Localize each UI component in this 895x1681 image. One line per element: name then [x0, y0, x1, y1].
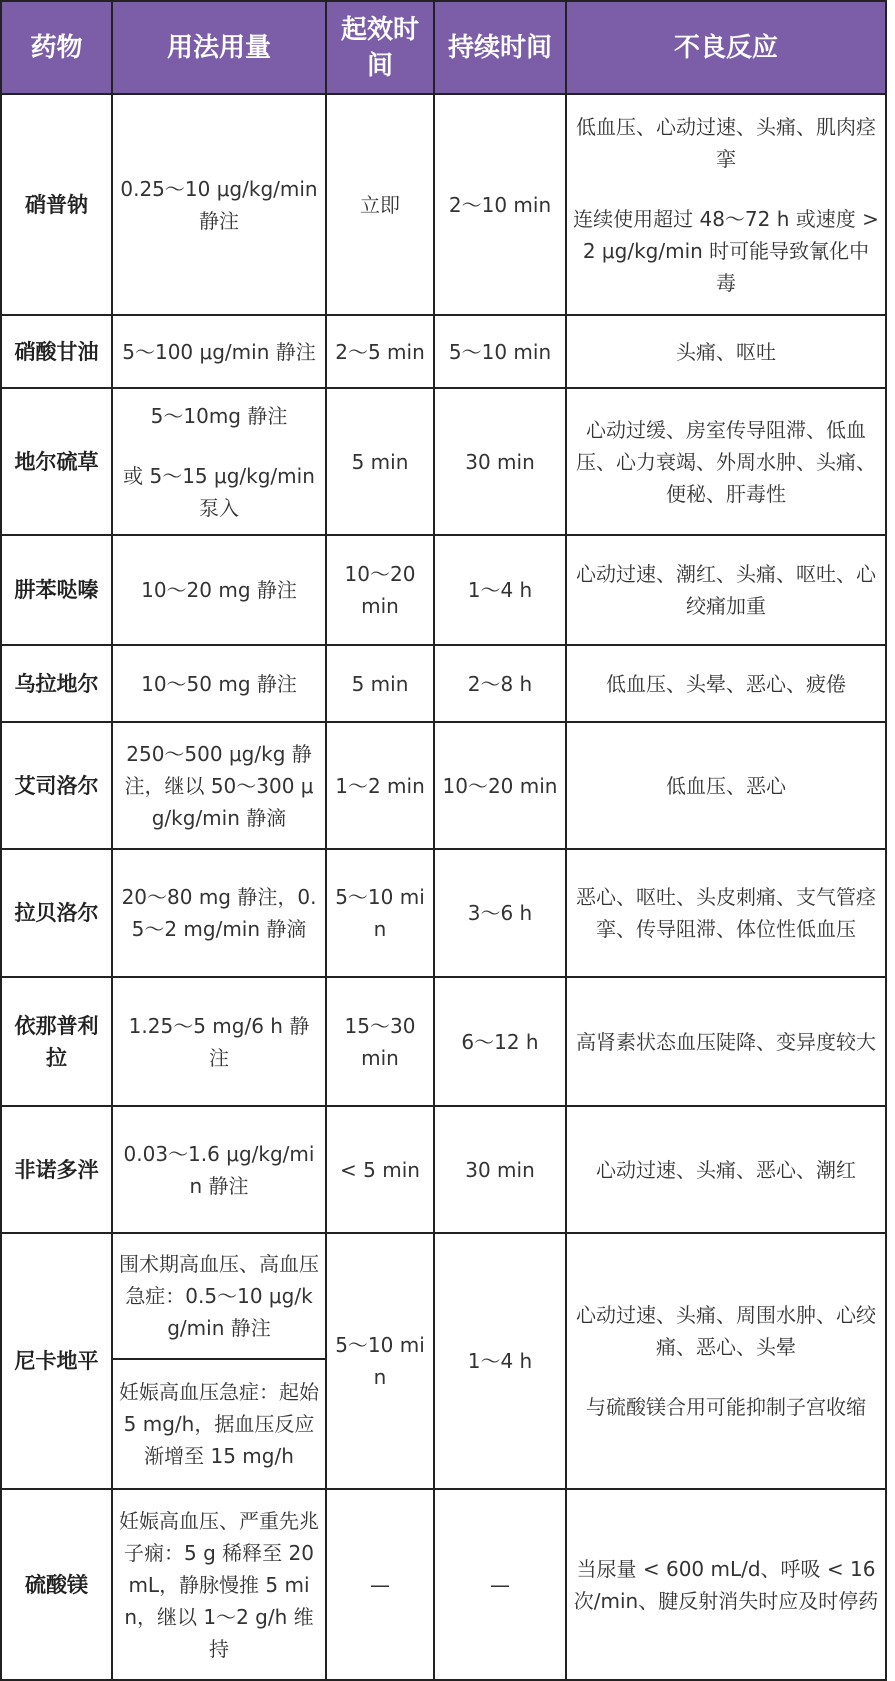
dose-subcell: 围术期高血压、高血压急症：0.5～10 μg/kg/min 静注 — [113, 1234, 325, 1360]
row-duration: 1～4 h — [435, 536, 567, 646]
row-dose — [113, 1234, 327, 1490]
row-adverse: 高肾素状态血压陡降、变异度较大 — [567, 978, 887, 1107]
row-duration: 5～10 min — [435, 316, 567, 389]
row-onset: 5～10 min — [327, 850, 435, 978]
row-adverse — [567, 1234, 887, 1490]
row-dose: 0.25～10 μg/kg/min 静注 — [113, 95, 327, 316]
row-onset: 5 min — [327, 646, 435, 723]
row-drug: 非诺多泮 — [2, 1107, 113, 1234]
row-dose: 10～50 mg 静注 — [113, 646, 327, 723]
row-dose: 5～100 μg/min 静注 — [113, 316, 327, 389]
row-dose: 10～20 mg 静注 — [113, 536, 327, 646]
row-dose: 250～500 μg/kg 静注，继以 50～300 μg/kg/min 静滴 — [113, 723, 327, 850]
adverse-text: 心动过速、头痛、周围水肿、心绞痛、恶心、头晕 — [576, 1303, 876, 1359]
row-onset: — — [327, 1490, 435, 1681]
row-drug: 硝普钠 — [2, 95, 113, 316]
row-duration: 3～6 h — [435, 850, 567, 978]
header-dose: 用法用量 — [113, 2, 327, 95]
row-duration: 2～8 h — [435, 646, 567, 723]
row-adverse: 低血压、头晕、恶心、疲倦 — [567, 646, 887, 723]
row-adverse: 心动过速、潮红、头痛、呕吐、心绞痛加重 — [567, 536, 887, 646]
header-drug: 药物 — [2, 2, 113, 95]
row-onset: 立即 — [327, 95, 435, 316]
dose-text: 5～10mg 静注 — [150, 403, 288, 428]
adverse-text: 与硫酸镁合用可能抑制子宫收缩 — [586, 1395, 866, 1419]
row-dose: 0.03～1.6 μg/kg/min 静注 — [113, 1107, 327, 1234]
header-onset: 起效时间 — [327, 2, 435, 95]
row-duration: 1～4 h — [435, 1234, 567, 1490]
row-onset: 5 min — [327, 389, 435, 536]
row-drug: 乌拉地尔 — [2, 646, 113, 723]
row-adverse: 心动过速、头痛、恶心、潮红 — [567, 1107, 887, 1234]
row-dose: 20～80 mg 静注，0.5～2 mg/min 静滴 — [113, 850, 327, 978]
row-drug: 尼卡地平 — [2, 1234, 113, 1490]
row-adverse: 心动过缓、房室传导阻滞、低血压、心力衰竭、外周水肿、头痛、便秘、肝毒性 — [567, 389, 887, 536]
row-dose — [113, 389, 327, 536]
row-adverse: 当尿量 < 600 mL/d、呼吸 < 16 次/min、腱反射消失时应及时停药 — [567, 1490, 887, 1681]
row-drug: 硫酸镁 — [2, 1490, 113, 1681]
row-onset: < 5 min — [327, 1107, 435, 1234]
row-drug: 依那普利拉 — [2, 978, 113, 1107]
row-onset: 1～2 min — [327, 723, 435, 850]
row-drug: 地尔硫草 — [2, 389, 113, 536]
row-adverse: 恶心、呕吐、头皮刺痛、支气管痉挛、传导阻滞、体位性低血压 — [567, 850, 887, 978]
row-adverse — [567, 95, 887, 316]
adverse-text: 连续使用超过 48～72 h 或速度 > 2 μg/kg/min 时可能导致氰化中毒 — [573, 206, 879, 295]
row-drug: 艾司洛尔 — [2, 723, 113, 850]
row-duration: 30 min — [435, 1107, 567, 1234]
row-duration: 6～12 h — [435, 978, 567, 1107]
row-drug: 拉贝洛尔 — [2, 850, 113, 978]
row-dose: 1.25～5 mg/6 h 静注 — [113, 978, 327, 1107]
row-drug: 硝酸甘油 — [2, 316, 113, 389]
row-drug: 肼苯哒嗪 — [2, 536, 113, 646]
row-onset: 15～30 min — [327, 978, 435, 1107]
header-duration: 持续时间 — [435, 2, 567, 95]
row-duration: — — [435, 1490, 567, 1681]
header-adverse: 不良反应 — [567, 2, 887, 95]
row-adverse: 低血压、恶心 — [567, 723, 887, 850]
dose-text: 或 5～15 μg/kg/min 泵入 — [123, 463, 315, 520]
row-duration: 10～20 min — [435, 723, 567, 850]
dose-subcell: 妊娠高血压急症：起始 5 mg/h，据血压反应渐增至 15 mg/h — [119, 1380, 319, 1468]
row-onset: 5～10 min — [327, 1234, 435, 1490]
row-duration: 2～10 min — [435, 95, 567, 316]
row-onset: 2～5 min — [327, 316, 435, 389]
row-onset: 10～20 min — [327, 536, 435, 646]
adverse-text: 低血压、心动过速、头痛、肌肉痉挛 — [576, 114, 876, 171]
row-dose: 妊娠高血压、严重先兆子痫：5 g 稀释至 20 mL，静脉慢推 5 min，继以 1～2 g/h 维持 — [113, 1490, 327, 1681]
row-adverse: 头痛、呕吐 — [567, 316, 887, 389]
row-duration: 30 min — [435, 389, 567, 536]
